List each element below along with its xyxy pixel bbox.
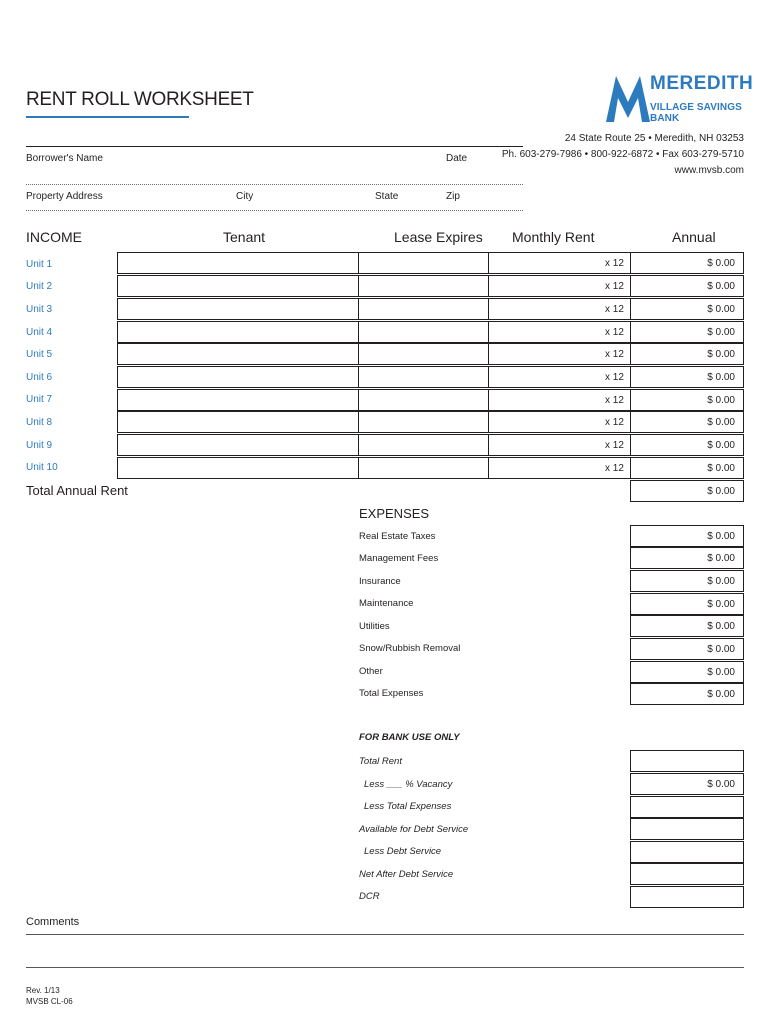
- monthly-rent-column-header: Monthly Rent: [512, 229, 595, 245]
- expense-field[interactable]: [630, 615, 744, 637]
- unit-row[interactable]: [117, 366, 744, 388]
- bank-item-value: $ 0.00: [707, 779, 735, 790]
- unit-row[interactable]: [117, 411, 744, 433]
- expense-field[interactable]: [630, 683, 744, 705]
- unit-annual-value: $ 0.00: [707, 463, 735, 474]
- borrower-name-label: Borrower's Name: [26, 153, 103, 164]
- bank-item-label: Less Total Expenses: [364, 801, 452, 812]
- multiplier-label: x 12: [605, 395, 624, 406]
- bank-item-field[interactable]: [630, 841, 744, 863]
- annual-column-header: Annual: [672, 229, 716, 245]
- unit-annual-value: $ 0.00: [707, 417, 735, 428]
- bank-item-label: Available for Debt Service: [359, 824, 469, 835]
- expense-value: $ 0.00: [707, 553, 735, 564]
- expense-label: Other: [359, 666, 383, 677]
- income-heading: INCOME: [26, 229, 82, 245]
- unit-label: Unit 8: [26, 417, 53, 428]
- expense-label: Snow/Rubbish Removal: [359, 643, 461, 654]
- bank-item-field[interactable]: [630, 796, 744, 818]
- bank-website: www.mvsb.com: [674, 165, 744, 176]
- comments-label: Comments: [26, 916, 80, 928]
- zip-label: Zip: [446, 191, 460, 202]
- multiplier-label: x 12: [605, 258, 624, 269]
- unit-annual-value: $ 0.00: [707, 395, 735, 406]
- total-annual-rent-box[interactable]: [630, 480, 744, 502]
- multiplier-label: x 12: [605, 463, 624, 474]
- unit-row[interactable]: [117, 298, 744, 320]
- date-label: Date: [446, 153, 468, 164]
- header-rule: [26, 146, 523, 147]
- borrower-name-field[interactable]: [26, 184, 523, 185]
- unit-label: Unit 2: [26, 281, 53, 292]
- unit-row[interactable]: [117, 457, 744, 479]
- expense-value: $ 0.00: [707, 599, 735, 610]
- expense-field[interactable]: [630, 525, 744, 547]
- revision-label: Rev. 1/13: [26, 986, 60, 995]
- expense-value: $ 0.00: [707, 576, 735, 587]
- expense-label: Management Fees: [359, 553, 439, 564]
- unit-annual-value: $ 0.00: [707, 258, 735, 269]
- logo-wordmark: MEREDITH: [650, 73, 754, 94]
- expense-field[interactable]: [630, 661, 744, 683]
- comments-line-2[interactable]: [26, 967, 744, 968]
- bank-logo: [606, 72, 754, 124]
- expense-field[interactable]: [630, 547, 744, 569]
- unit-annual-value: $ 0.00: [707, 281, 735, 292]
- expense-value: $ 0.00: [707, 531, 735, 542]
- expense-label: Maintenance: [359, 598, 414, 609]
- unit-row[interactable]: [117, 275, 744, 297]
- bank-item-field[interactable]: [630, 863, 744, 885]
- expense-label: Real Estate Taxes: [359, 531, 436, 542]
- title-underline: [26, 116, 189, 118]
- expense-field[interactable]: [630, 593, 744, 615]
- state-label: State: [375, 191, 399, 202]
- bank-address: 24 State Route 25 • Meredith, NH 03253: [564, 133, 744, 144]
- multiplier-label: x 12: [605, 281, 624, 292]
- unit-annual-value: $ 0.00: [707, 327, 735, 338]
- expenses-heading: EXPENSES: [359, 506, 430, 521]
- expense-value: $ 0.00: [707, 667, 735, 678]
- logo-subtitle: VILLAGE SAVINGS BANK: [650, 102, 742, 124]
- unit-row[interactable]: [117, 321, 744, 343]
- unit-row[interactable]: [117, 434, 744, 456]
- bank-item-field[interactable]: [630, 773, 744, 795]
- multiplier-label: x 12: [605, 349, 624, 360]
- unit-annual-value: $ 0.00: [707, 372, 735, 383]
- expense-label: Insurance: [359, 576, 401, 587]
- expense-value: $ 0.00: [707, 621, 735, 632]
- tenant-column-header: Tenant: [223, 229, 266, 245]
- expense-field[interactable]: [630, 570, 744, 592]
- bank-use-heading: FOR BANK USE ONLY: [359, 732, 460, 743]
- total-annual-rent-value: $ 0.00: [707, 486, 735, 497]
- comments-line-1[interactable]: [26, 934, 744, 935]
- unit-annual-value: $ 0.00: [707, 349, 735, 360]
- bank-item-label: DCR: [359, 891, 380, 902]
- unit-annual-value: $ 0.00: [707, 440, 735, 451]
- multiplier-label: x 12: [605, 304, 624, 315]
- unit-label: Unit 6: [26, 372, 53, 383]
- lease-expires-column-header: Lease Expires: [394, 229, 483, 245]
- bank-item-label: Less Debt Service: [364, 846, 442, 857]
- bank-item-label: Less ___ % Vacancy: [364, 779, 453, 790]
- expense-value: $ 0.00: [707, 644, 735, 655]
- unit-label: Unit 9: [26, 440, 53, 451]
- property-address-label: Property Address: [26, 191, 103, 202]
- unit-row[interactable]: [117, 252, 744, 274]
- city-label: City: [236, 191, 254, 202]
- multiplier-label: x 12: [605, 417, 624, 428]
- unit-row[interactable]: [117, 389, 744, 411]
- logo-m-mark-icon: [606, 72, 650, 122]
- unit-label: Unit 3: [26, 304, 53, 315]
- property-address-field[interactable]: [26, 210, 523, 211]
- unit-label: Unit 7: [26, 394, 53, 405]
- expense-label: Total Expenses: [359, 688, 424, 699]
- expense-value: $ 0.00: [707, 689, 735, 700]
- expense-field[interactable]: [630, 638, 744, 660]
- bank-item-label: Total Rent: [359, 756, 402, 767]
- bank-item-label: Net After Debt Service: [359, 869, 454, 880]
- multiplier-label: x 12: [605, 327, 624, 338]
- unit-annual-value: $ 0.00: [707, 304, 735, 315]
- multiplier-label: x 12: [605, 372, 624, 383]
- multiplier-label: x 12: [605, 440, 624, 451]
- unit-label: Unit 1: [26, 259, 53, 270]
- total-annual-rent-label: Total Annual Rent: [26, 483, 128, 498]
- bank-phone: Ph. 603-279-7986 • 800-922-6872 • Fax 603-279-5710: [501, 149, 744, 160]
- form-id-label: MVSB CL-06: [26, 997, 73, 1006]
- expense-label: Utilities: [359, 621, 390, 632]
- unit-label: Unit 10: [26, 462, 58, 473]
- unit-label: Unit 5: [26, 349, 53, 360]
- bank-item-field[interactable]: [630, 750, 744, 772]
- unit-row[interactable]: [117, 343, 744, 365]
- bank-item-field[interactable]: [630, 818, 744, 840]
- bank-item-field[interactable]: [630, 886, 744, 908]
- page-title: RENT ROLL WORKSHEET: [26, 89, 254, 110]
- unit-label: Unit 4: [26, 327, 53, 338]
